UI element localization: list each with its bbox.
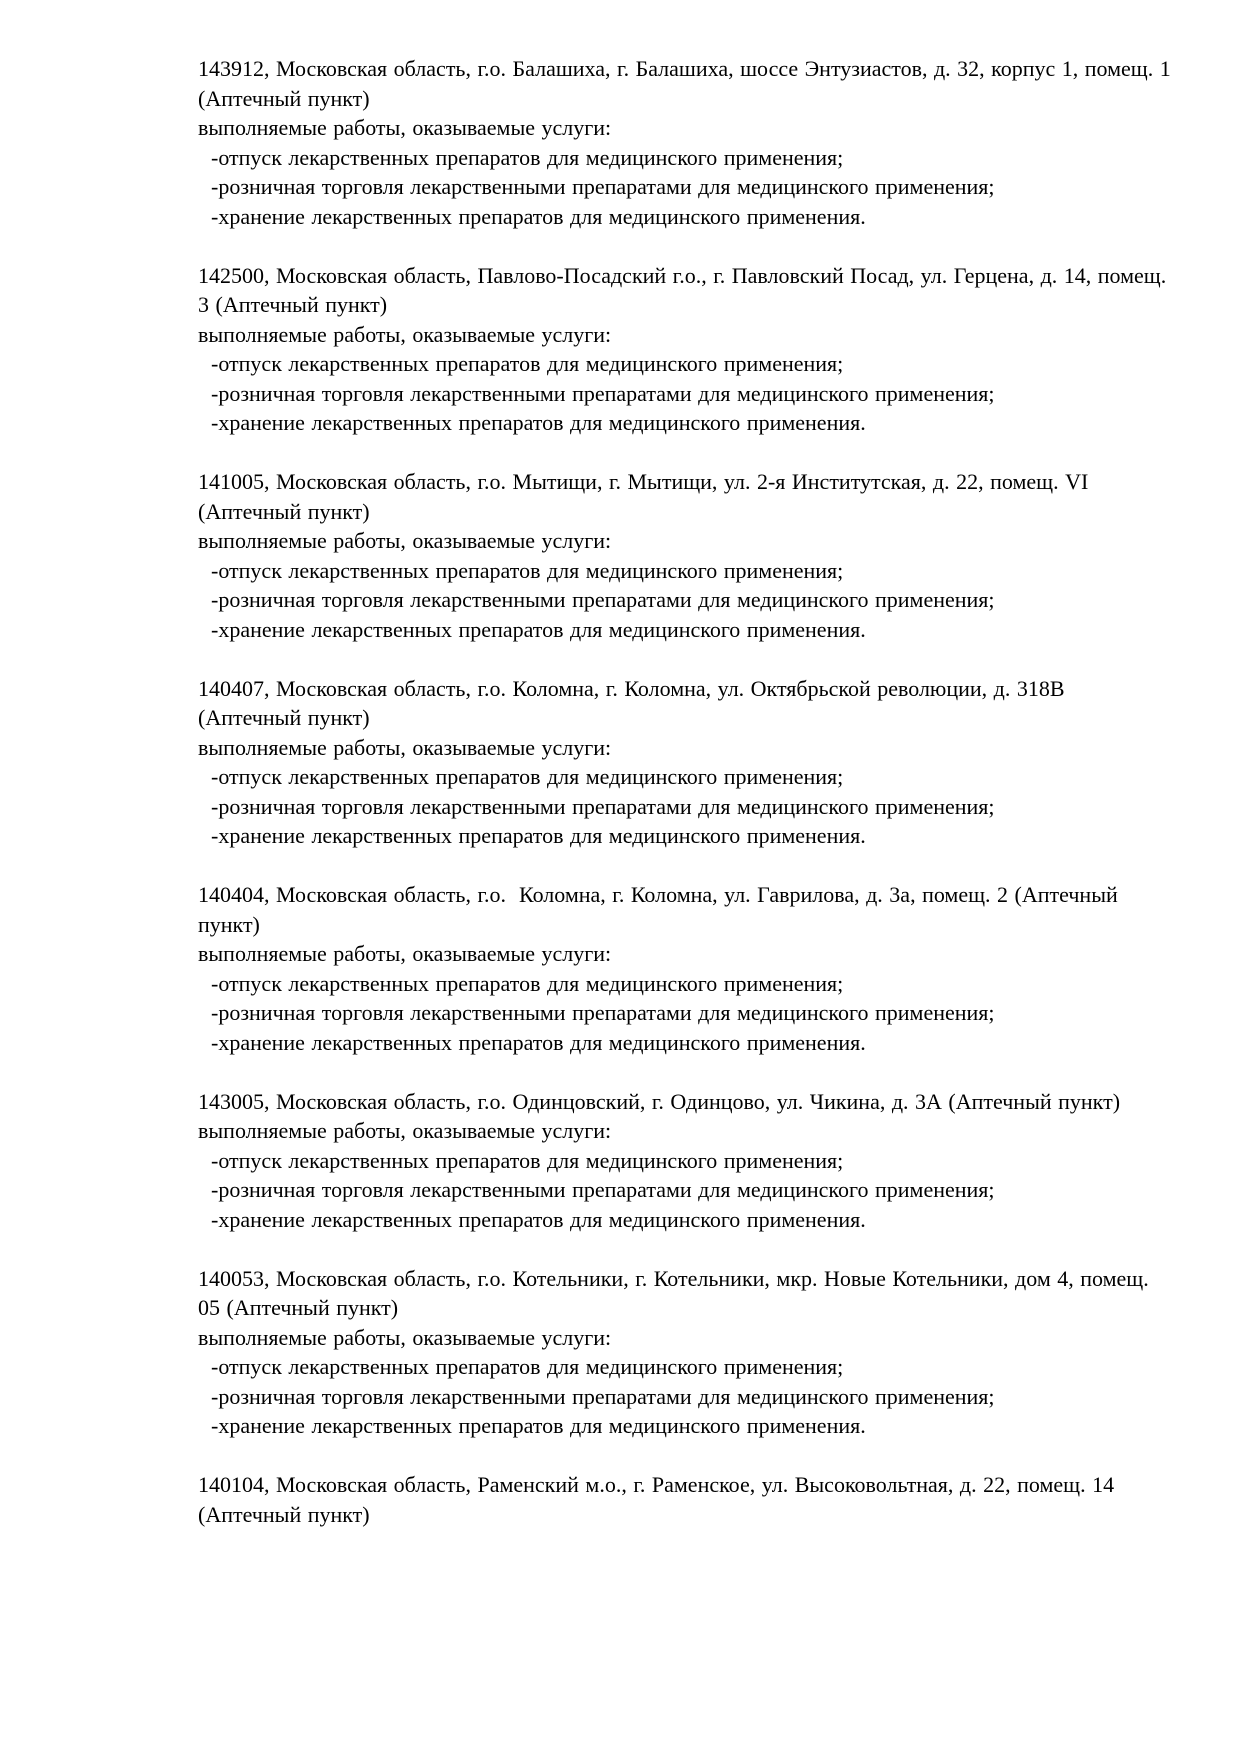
pharmacy-entry: [198, 1264, 1171, 1441]
pharmacy-entry: [198, 467, 1171, 644]
service-item-retail: -розничная торговля лекарственными препаратами для медицинского применения;: [211, 1177, 995, 1202]
entry-address: 141005, Московская область, г.о. Мытищи, г. Мытищи, ул. 2-я Институтская, д. 22, помещ. VI (Аптечный пункт): [198, 469, 1095, 524]
services-header: выполняемые работы, оказываемые услуги:: [198, 1324, 612, 1350]
entry-address: 142500, Московская область, Павлово-Посадский г.о., г. Павловский Посад, ул. Герцена, д. 14, помещ. 3 (Аптечный пункт): [198, 262, 1173, 317]
service-item-retail: -розничная торговля лекарственными препаратами для медицинского применения;: [211, 1000, 995, 1025]
entry-address: 140404, Московская область, г.о. Коломна, г. Коломна, ул. Гаврилова, д. 3а, помещ. 2 (Аптечный пункт): [198, 882, 1125, 937]
services-header: выполняемые работы, оказываемые услуги:: [198, 321, 612, 347]
service-item-dispensing: -отпуск лекарственных препаратов для медицинского применения;: [211, 557, 844, 583]
entry-address: 140407, Московская область, г.о. Коломна, г. Коломна, ул. Октябрьской революции, д. 318В (Аптечный пункт): [198, 675, 1072, 730]
pharmacy-entry: [198, 1470, 1171, 1529]
pharmacy-entry: [198, 674, 1171, 851]
pharmacy-entry: [198, 880, 1171, 1057]
service-item-dispensing: -отпуск лекарственных препаратов для медицинского применения;: [211, 1354, 844, 1379]
service-item-storage: -хранение лекарственных препаратов для медицинского применения.: [211, 1029, 866, 1055]
service-item-storage: -хранение лекарственных препаратов для медицинского применения.: [211, 410, 866, 435]
service-item-storage: -хранение лекарственных препаратов для медицинского применения.: [211, 1413, 866, 1438]
service-item-retail: -розничная торговля лекарственными препаратами для медицинского применения;: [211, 587, 995, 612]
service-item-retail: -розничная торговля лекарственными препаратами для медицинского применения;: [211, 380, 995, 406]
service-item-retail: -розничная торговля лекарственными препаратами для медицинского применения;: [211, 1383, 995, 1409]
service-item-storage: -хранение лекарственных препаратов для медицинского применения.: [211, 1206, 866, 1232]
entry-address: 143912, Московская область, г.о. Балашиха, г. Балашиха, шоссе Энтузиастов, д. 32, корпус 1, помещ. 1 (Аптечный пункт): [198, 56, 1178, 111]
services-header: выполняемые работы, оказываемые услуги:: [198, 528, 612, 553]
service-item-retail: -розничная торговля лекарственными препаратами для медицинского применения;: [211, 793, 995, 819]
service-item-storage: -хранение лекарственных препаратов для медицинского применения.: [211, 616, 866, 642]
services-header: выполняемые работы, оказываемые услуги:: [198, 1118, 612, 1143]
service-item-dispensing: -отпуск лекарственных препаратов для медицинского применения;: [211, 351, 844, 376]
service-item-dispensing: -отпуск лекарственных препаратов для медицинского применения;: [211, 970, 844, 996]
service-item-retail: -розничная торговля лекарственными препаратами для медицинского применения;: [211, 174, 995, 199]
service-item-dispensing: -отпуск лекарственных препаратов для медицинского применения;: [211, 1147, 844, 1173]
service-item-storage: -хранение лекарственных препаратов для медицинского применения.: [211, 823, 866, 848]
service-item-dispensing: -отпуск лекарственных препаратов для медицинского применения;: [211, 144, 844, 170]
services-header: выполняемые работы, оказываемые услуги:: [198, 941, 612, 966]
pharmacy-entry: [198, 1087, 1171, 1235]
services-header: выполняемые работы, оказываемые услуги:: [198, 734, 612, 760]
pharmacy-entry: [198, 54, 1178, 231]
entry-address: 140104, Московская область, Раменский м.о., г. Раменское, ул. Высоковольтная, д. 22, помещ. 14 (Аптечный пункт): [198, 1472, 1121, 1527]
entry-address: 140053, Московская область, г.о. Котельники, г. Котельники, мкр. Новые Котельники, дом 4, помещ. 05 (Аптечный пункт): [198, 1265, 1156, 1320]
service-item-dispensing: -отпуск лекарственных препаратов для медицинского применения;: [211, 764, 844, 789]
pharmacy-entry: [198, 261, 1171, 438]
service-item-storage: -хранение лекарственных препаратов для медицинского применения.: [211, 203, 866, 229]
entry-address: 143005, Московская область, г.о. Одинцовский, г. Одинцово, ул. Чикина, д. 3А (Аптечный пункт): [198, 1088, 1121, 1114]
services-header: выполняемые работы, оказываемые услуги:: [198, 115, 612, 140]
